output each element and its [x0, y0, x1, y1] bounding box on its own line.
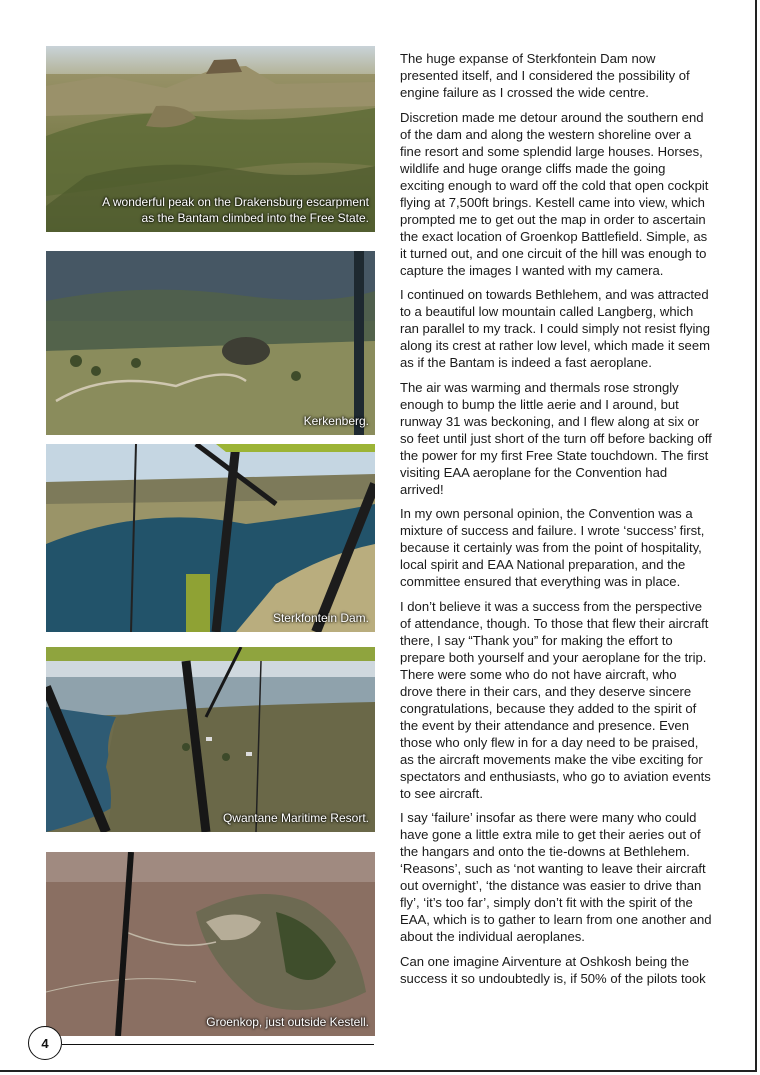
- aerial-groenkop-image: [46, 852, 375, 1036]
- article-paragraph: In my own personal opinion, the Convention was a mixture of success and failure. I wrote ‘success’ first, because it certainly was from the point of hospitality, local spirit and EAA National preparation, and the committee ensured that everything was in place.: [400, 506, 705, 589]
- aerial-resort-image: [46, 647, 375, 832]
- photo-caption: Groenkop, just outside Kestell.: [206, 1015, 369, 1029]
- article-body: [400, 50, 712, 994]
- photo-kerkenberg: [46, 251, 375, 435]
- article-paragraph: The air was warming and thermals rose strongly enough to bump the little aerie and I around, but runway 31 was beckoning, and I flew along at six or so feet until just short of the turn off before backing off the power for my first Free State touchdown. The first visiting EAA aeroplane for the Convention had arrived!: [400, 379, 712, 497]
- photo-caption: Sterkfontein Dam.: [272, 611, 369, 625]
- footer-rule: [62, 1044, 374, 1045]
- photo-drakensberg-peak: [46, 46, 375, 232]
- aerial-dam-image: [46, 444, 375, 632]
- article-paragraph: The huge expanse of Sterkfontein Dam now presented itself, and I considered the possibility of engine failure as I crossed the wide centre.: [400, 51, 690, 100]
- photo-caption: A wonderful peak on the Drakensburg escarpment as the Bantam climbed into the Free State.: [102, 195, 369, 225]
- article-paragraph: I say ‘failure’ insofar as there were many who could have gone a little extra mile to get their aeries out of the hangars and onto the tie-downs at Bethlehem. ‘Reasons’, such as ‘not wanting to leave their aircraft out overnight’, ‘the distance was easier to drive than fly’, ‘it’s too far’, simply don’t fit with the spirit of the EAA, which is to gather to learn from one another and about the individual aeroplanes.: [400, 810, 712, 944]
- article-paragraph: I don’t believe it was a success from the perspective of attendance, though. To those that flew their aircraft there, I say “Thank you” for making the effort to prepare both yourself and your aeroplane for the trip. There were some who do not have aircraft, who drove there in their cars, and they deserve sincere congratulations, because they added to the spirit of the event by their attendance and presence. Even those who only flew in for a day need to be praised, as the aircraft movements make the vibe exciting for spectators and enthusiasts, who go to aviation events to see aircraft.: [400, 598, 711, 801]
- photo-qwantane-resort: [46, 647, 375, 832]
- photo-caption: Kerkenberg.: [303, 414, 369, 428]
- photo-groenkop: [46, 852, 375, 1036]
- photo-sterkfontein-dam: [46, 444, 375, 632]
- page-number: 4: [28, 1026, 62, 1060]
- photo-caption: Qwantane Maritime Resort.: [222, 811, 369, 825]
- aerial-kerkenberg-image: [46, 251, 375, 435]
- article-paragraph: I continued on towards Bethlehem, and was attracted to a beautiful low mountain called Langberg, which ran parallel to my track. I could simply not resist flying along its crest at rather low level, which made it seem as if the Bantam is indeed a fast aeroplane.: [400, 287, 711, 370]
- article-paragraph: Can one imagine Airventure at Oshkosh being the success it so undoubtedly is, if 50% of the pilots took: [400, 953, 706, 986]
- article-paragraph: Discretion made me detour around the southern end of the dam and along the western shoreline over a fine resort and some splendid large houses. Horses, wildlife and huge orange cliffs made the going exciting enough to ward off the cold that open cockpit flying at 7,500ft brings. Kestell came into view, which prompted me to get out the map in order to ascertain the exact location of Groenkop Battlefield. Simple, as it turned out, and one circuit of the hill was enough to capture the images I wanted with my camera.: [400, 109, 709, 278]
